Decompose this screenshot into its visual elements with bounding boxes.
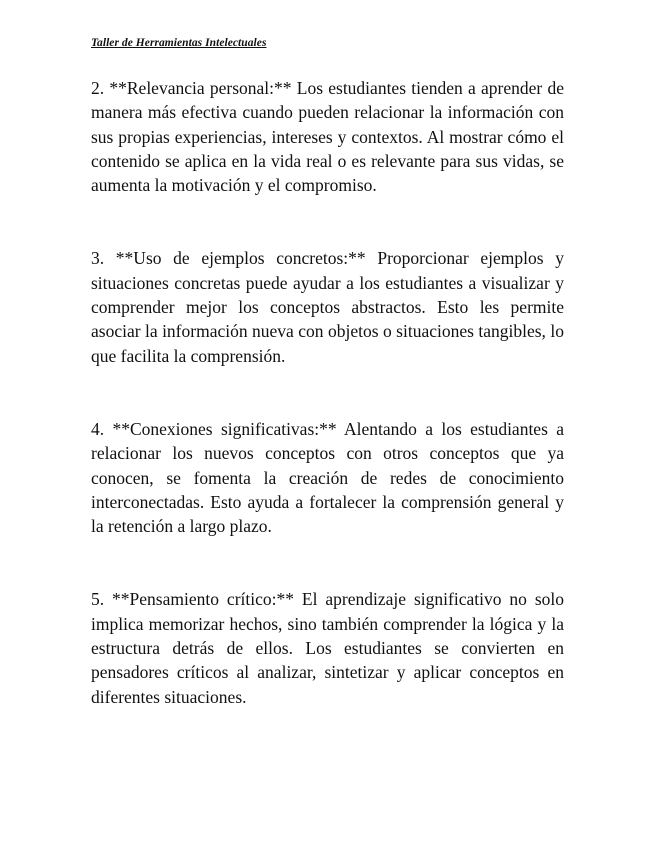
paragraph-conexiones-significativas: 4. **Conexiones significativas:** Alentando a los estudiantes a relacionar los nuevos conceptos con otros conceptos que ya conocen, se fomenta la creación de redes de conocimiento interconectadas. Esto ayuda a fortalecer la comprensión general y la retención a largo plazo.: [91, 418, 564, 537]
paragraph-relevancia-personal: 2. **Relevancia personal:** Los estudiantes tienden a aprender de manera más efectiva cuando pueden relacionar la información con sus propias experiencias, intereses y contextos. Al mostrar cómo el contenido se aplica en la vida real o es relevante para sus vidas, se aumenta la motivación y el compromiso.: [91, 78, 564, 196]
paragraph-ejemplos-concretos: 3. **Uso de ejemplos concretos:** Proporcionar ejemplos y situaciones concretas puede ayudar a los estudiantes a visualizar y comprender mejor los conceptos abstractos. Esto les permite asociar la información nueva con objetos o situaciones tangibles, lo que facilita la comprensión.: [91, 248, 564, 366]
document-body: [91, 76, 564, 709]
page-header-title: Taller de Herramientas Intelectuales: [91, 37, 267, 49]
paragraph-pensamiento-critico: 5. **Pensamiento crítico:** El aprendizaje significativo no solo implica memorizar hechos, sino también comprender la lógica y la estructura detrás de ellos. Los estudiantes se convierten en pensadores críticos al analizar, sintetizar y aplicar conceptos en diferentes situaciones.: [91, 589, 564, 707]
